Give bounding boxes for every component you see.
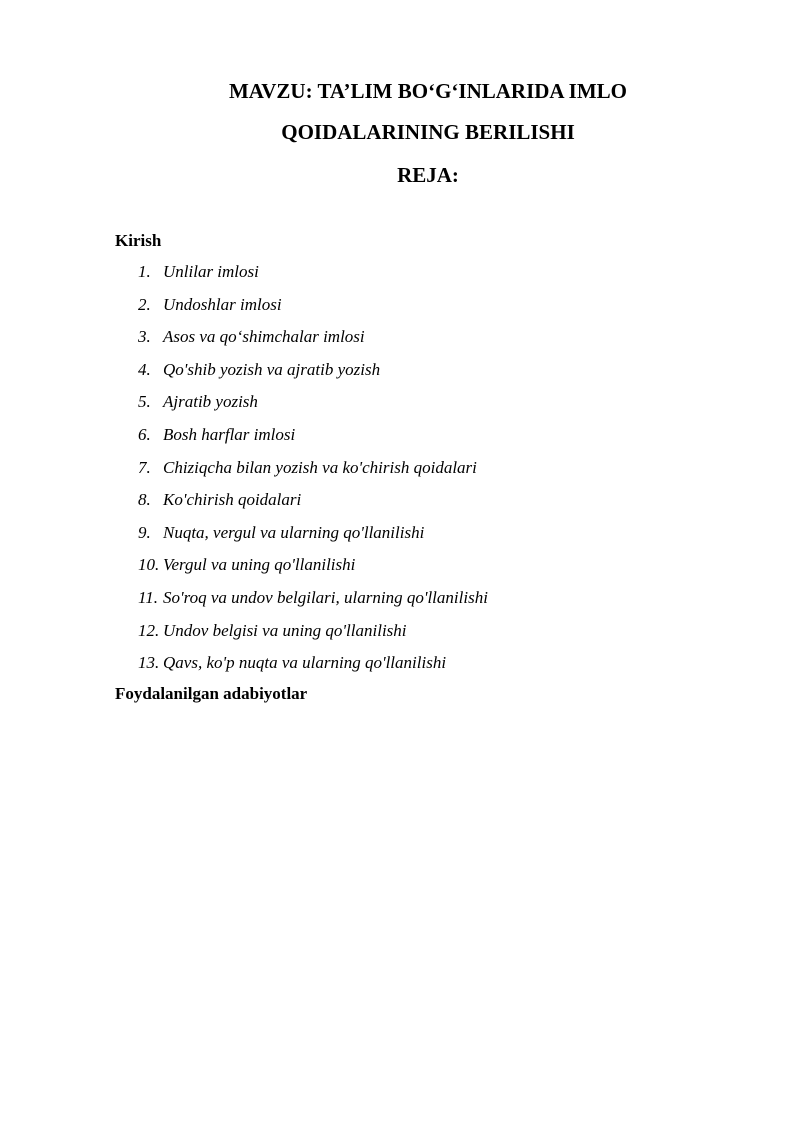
plan-item-number: 7.	[138, 457, 151, 477]
plan-item-number: 9.	[138, 522, 151, 542]
plan-item-text: Asos va qo‘shimchalar imlosi	[163, 327, 365, 347]
plan-item-number: 12.	[138, 620, 160, 640]
plan-item-text: Ko'chirish qoidalari	[163, 490, 302, 510]
plan-item-text: So'roq va undov belgilari, ularning qo'llanilishi	[163, 587, 488, 607]
plan-item-text: Bosh harflar imlosi	[163, 424, 296, 444]
plan-item-number: 11.	[138, 587, 158, 607]
plan-item-number: 6.	[138, 424, 151, 444]
plan-item-number: 8.	[138, 490, 151, 510]
plan-item-number: 1.	[138, 262, 151, 281]
title-line-1: MAVZU: TA’LIM BO‘G‘INLARIDA IMLO	[228, 79, 628, 103]
title-line-2: QOIDALARINING BERILISHI	[281, 120, 575, 144]
plan-item-text: Qo'shib yozish va ajratib yozish	[163, 359, 381, 379]
plan-item-number: 3.	[138, 327, 151, 347]
plan-heading: REJA:	[397, 163, 459, 187]
plan-item-number: 2.	[138, 294, 151, 314]
plan-item-text: Undoshlar imlosi	[163, 294, 282, 314]
references-label: Foydalanilgan adabiyotlar	[115, 684, 308, 703]
plan-item-number: 13.	[138, 653, 160, 673]
plan-item-text: Vergul va uning qo'llanilishi	[163, 555, 356, 575]
plan-item-text: Undov belgisi va uning qo'llanilishi	[163, 620, 407, 640]
plan-item-text: Qavs, ko'p nuqta va ularning qo'llanilishi	[163, 653, 447, 673]
plan-item-number: 5.	[138, 392, 151, 412]
plan-item-number: 4.	[138, 359, 151, 379]
plan-item-text: Chiziqcha bilan yozish va ko'chirish qoidalari	[163, 457, 477, 477]
plan-item-text: Ajratib yozish	[163, 392, 258, 412]
plan-item-text: Unlilar imlosi	[163, 262, 259, 281]
intro-label: Kirish	[115, 231, 162, 250]
plan-item-text: Nuqta, vergul va ularning qo'llanilishi	[163, 522, 425, 542]
plan-item-number: 10.	[138, 555, 160, 575]
